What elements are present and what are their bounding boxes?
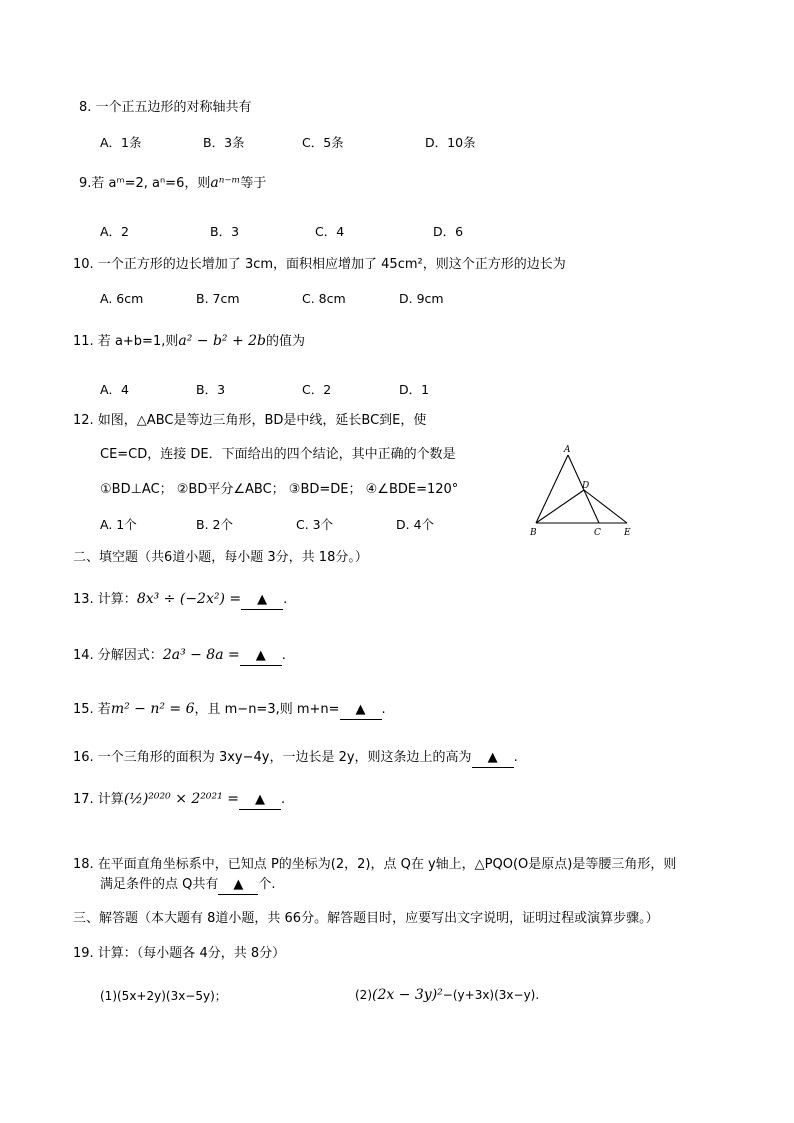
- q15: [73, 700, 386, 720]
- q19-part-2-expr: (2x − 3y)²: [372, 987, 443, 1003]
- q12-line-1: 12. 如图，△ABC是等边三角形，BD是中线，延长BC到E，使: [73, 413, 427, 428]
- figure-label-a: A: [564, 445, 571, 455]
- q11-option-a: A．4: [100, 382, 130, 397]
- q17-end: .: [280, 792, 286, 807]
- q9-text-pre: 9.若 aᵐ=2, aⁿ=6，则: [79, 176, 211, 191]
- q18-line-2-pre: 满足条件的点 Q共有: [100, 877, 219, 892]
- q13: [73, 590, 287, 610]
- q18-answer-blank: ▲: [218, 876, 258, 895]
- q18-line-1: 18. 在平面直角坐标系中，已知点 P的坐标为(2，2)，点 Q在 y轴上，△PQO(O是原点)是等腰三角形，则: [73, 857, 677, 872]
- q11-stem: [73, 332, 305, 351]
- q17-expr: (½)²⁰²⁰ × 2²⁰²¹ =: [123, 791, 239, 807]
- triangle-figure: [528, 440, 638, 540]
- q13-answer-blank: ▲: [241, 591, 283, 610]
- q9-stem: [79, 174, 266, 193]
- q13-end: .: [283, 592, 288, 607]
- q19-part-2-post: −(y+3x)(3x−y).: [442, 988, 540, 1002]
- q10-option-d: D. 9cm: [399, 291, 444, 306]
- q10-option-a: A. 6cm: [100, 291, 144, 306]
- figure-label-c: C: [594, 528, 601, 538]
- q15-answer-blank: ▲: [340, 701, 382, 720]
- figure-label-e: E: [624, 528, 631, 538]
- q15-end: .: [381, 702, 386, 717]
- q11-option-b: B．3: [196, 382, 226, 397]
- q14-expr: 2a³ − 8a =: [162, 647, 240, 663]
- q10-stem: 10. 一个正方形的边长增加了 3cm，面积相应增加了 45cm²，则这个正方形的边长为: [73, 257, 566, 272]
- q14-end: .: [281, 648, 286, 663]
- q13-text: 13. 计算：: [73, 592, 137, 607]
- q19-part-2: [355, 986, 539, 1004]
- q16-text: 16. 一个三角形的面积为 3xy−4y，一边长是 2y，则这条边上的高为: [73, 750, 472, 765]
- q11-option-c: C．2: [302, 382, 332, 397]
- q9-option-d: D．6: [433, 224, 464, 239]
- q17: [73, 790, 285, 810]
- q13-expr: 8x³ ÷ (−2x²) =: [136, 591, 242, 607]
- q16: [73, 749, 518, 768]
- q9-option-b: B．3: [210, 224, 240, 239]
- q19-part-1: (1)(5x+2y)(3x−5y)；: [100, 989, 227, 1003]
- q12-option-d: D. 4个: [396, 517, 435, 532]
- q16-end: .: [513, 750, 518, 765]
- q12-line-2: CE=CD，连接 DE．下面给出的四个结论，其中正确的个数是: [100, 447, 456, 462]
- q11-text-pre: 11. 若 a+b=1,则: [73, 334, 179, 349]
- section-2-heading: 二、填空题（共6道小题，每小题 3分，共 18分。）: [73, 550, 368, 565]
- q8-stem: 8. 一个正五边形的对称轴共有: [79, 100, 252, 115]
- q15-expr: m² − n² = 6: [110, 701, 195, 717]
- q11-option-d: D．1: [399, 382, 430, 397]
- q12-option-c: C. 3个: [296, 517, 334, 532]
- q8-option-b: B．3条: [203, 135, 245, 150]
- section-3-heading: 三、解答题（本大题有 8道小题，共 66分。解答题目时，应要写出文字说明，证明过程或演算步骤。）: [73, 911, 659, 926]
- q8-option-d: D．10条: [425, 135, 476, 150]
- q8-option-a: A．1条: [100, 135, 142, 150]
- q12-line-3: ①BD⊥AC； ②BD平分∠ABC； ③BD=DE； ④∠BDE=120°: [100, 482, 459, 497]
- q17-text: 17. 计算: [73, 792, 124, 807]
- q10-option-b: B. 7cm: [196, 291, 240, 306]
- q10-option-c: C. 8cm: [302, 291, 346, 306]
- q19-stem: 19. 计算：（每小题各 4分，共 8分）: [73, 946, 286, 961]
- q18-line-2-post: 个.: [258, 877, 276, 892]
- q12-option-a: A. 1个: [100, 517, 137, 532]
- q15-mid: ，且 m−n=3,则 m+n=: [194, 702, 340, 717]
- figure-label-d: D: [582, 481, 590, 491]
- q9-text-post: 等于: [240, 176, 267, 191]
- q14-answer-blank: ▲: [240, 647, 282, 666]
- q15-text: 15. 若: [73, 702, 111, 717]
- q14: [73, 646, 286, 666]
- q8-option-c: C．5条: [302, 135, 344, 150]
- q9-option-a: A．2: [100, 224, 130, 239]
- q12-option-b: B. 2个: [196, 517, 233, 532]
- q9-option-c: C．4: [315, 224, 345, 239]
- q17-answer-blank: ▲: [239, 791, 281, 810]
- q18-line-2: [100, 876, 276, 895]
- q11-expr: a² − b² + 2b: [178, 333, 267, 349]
- q19-part-2-pre: (2): [355, 988, 372, 1002]
- q14-text: 14. 分解因式：: [73, 648, 163, 663]
- figure-label-b: B: [530, 528, 537, 538]
- q16-answer-blank: ▲: [472, 749, 514, 768]
- q11-text-post: 的值为: [266, 334, 306, 349]
- q9-expr: aⁿ⁻ᵐ: [210, 175, 241, 191]
